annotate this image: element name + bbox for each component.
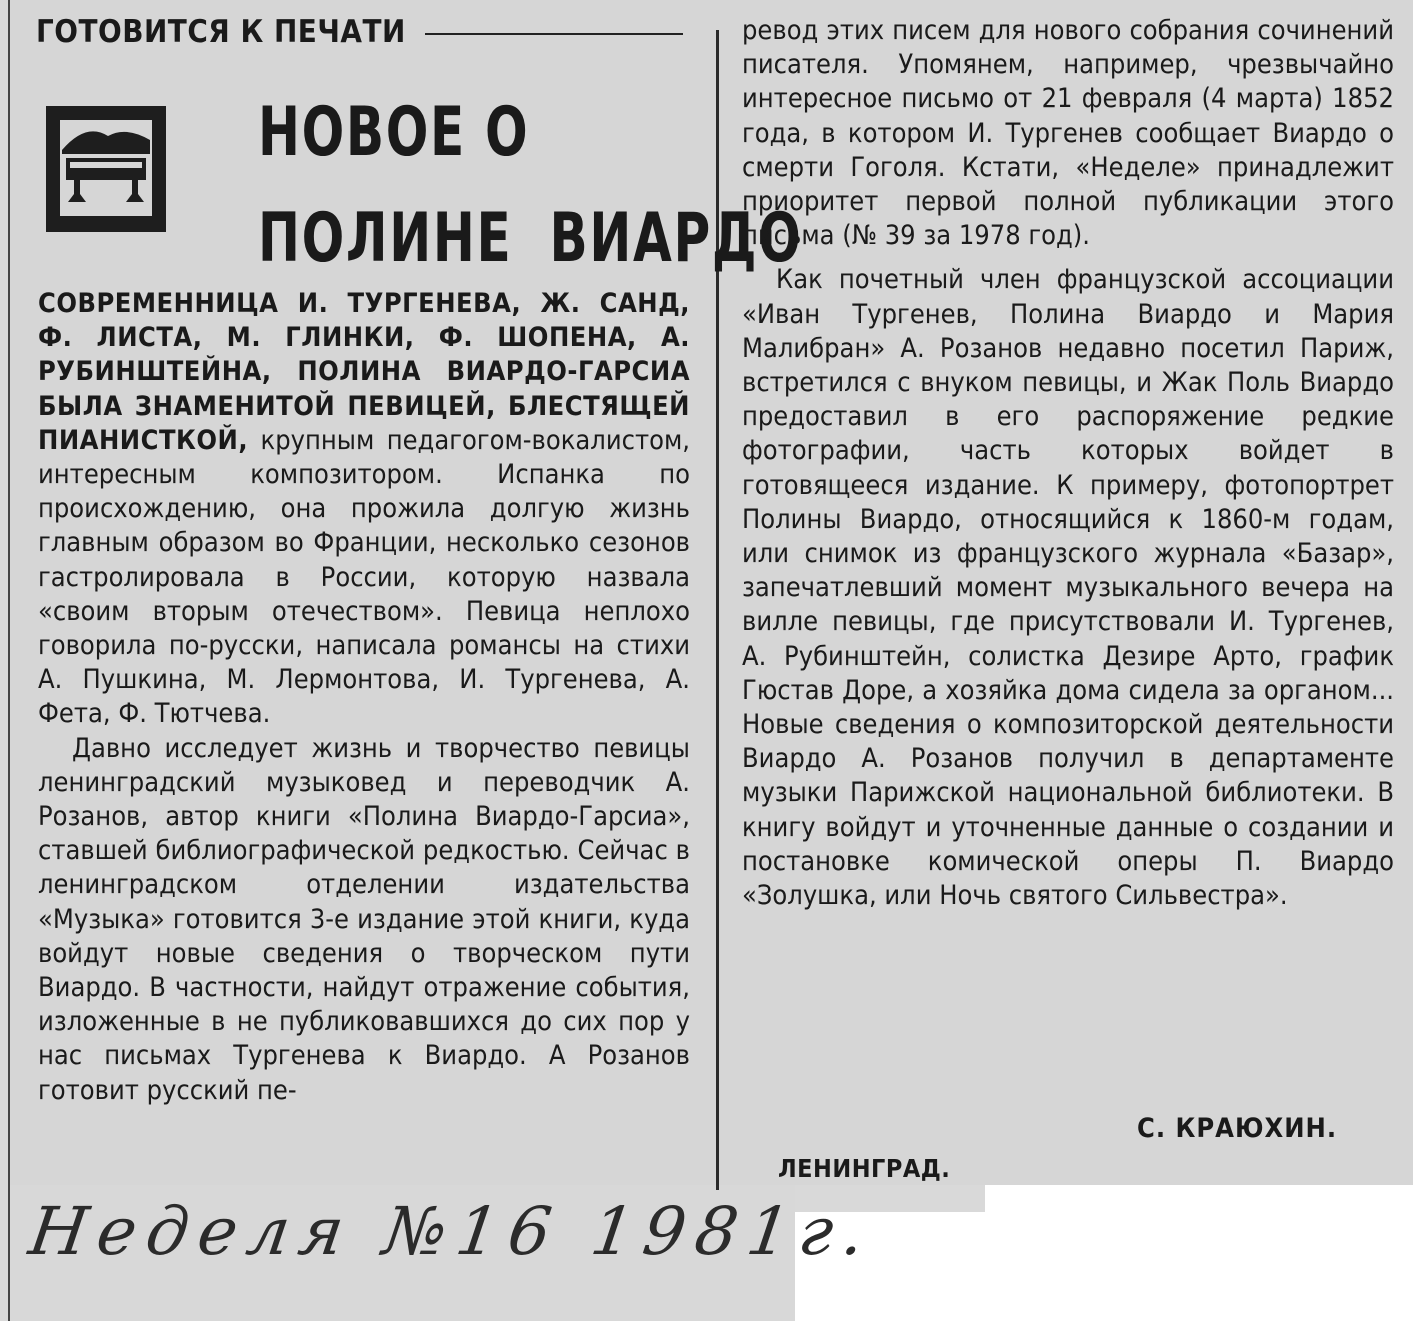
headline (258, 80, 802, 292)
piano-emblem-icon (46, 106, 166, 232)
article-text: крупным педагогом-вокалистом, интересным композитором. Испанка по происхождению, она прожила долгую жизнь главным образом во Франции, несколько сезонов гастролировала в России, которую назвала «своим вторым отечеством». Певица неплохо говорила по-русски, написала романсы на стихи А. Пушкина, М. Лермонтова, И. Тургенева, А. Фета, Ф. Тютчева. (38, 424, 690, 730)
article-column-left (38, 287, 690, 1108)
article-paragraph: Как почетный член французской ассоциации «Иван Тургенев, Полина Виардо и Мария Малибран» А. Розанов недавно посетил Париж, встретился с внуком певицы, и Жак Поль Виардо предоставил в его распоряжение редкие фотографии, часть которых войдет в готовящееся издание. К примеру, фотопортрет Полины Виардо, относящийся к 1860-м годам, или снимок из французского журнала «Базар», запечатлевший момент музыкального вечера на вилле певицы, где присутствовали И. Тургенев, А. Рубинштейн, солистка Дезире Арто, график Гюстав Доре, а хозяйка дома сидела за органом... Новые сведения о композиторской деятельности Виардо А. Розанов получил в департаменте музыки Парижской национальной библиотеки. В книгу войдут и уточненные данные о создании и постановке комической оперы П. Виардо «Золушка, или Ночь святого Сильвестра». (742, 264, 1394, 912)
blank-area (795, 1212, 1413, 1321)
article-paragraph: Давно исследует жизнь и творчество певицы ленинградский музыковед и переводчик А. Розанов, автор книги «Полина Виардо-Гарсиа», ставшей библиографической редкостью. Сейчас в ленинградском отделении издательства «Музыка» готовится 3-е издание этой книги, куда войдут новые сведения о творческом пути Виардо. В частности, найдут отражение события, изложенные в не публиковавшихся до сих пор у нас письмах Тургенева к Виардо. А Розанов готовит русский пе- (38, 732, 690, 1106)
headline-line-2: ПОЛИНЕ ВИАРДО (258, 199, 803, 278)
handwritten-note: Неделя №16 1981г. (24, 1193, 880, 1270)
article-paragraph: ревод этих писем для нового собрания сочинений писателя. Упомянем, например, чрезвычайно интересное письмо от 21 февраля (4 марта) 1852 года, в котором И. Тургенев сообщает Виардо о смерти Гоголя. Кстати, «Неделе» принадлежит приоритет первой полной публикации этого письма (№ 39 за 1978 год). (742, 15, 1394, 252)
article-column-right (742, 14, 1394, 913)
blank-area-top (985, 1185, 1413, 1212)
article-paragraph (38, 287, 690, 732)
headline-line-1: НОВОЕ О (258, 93, 530, 172)
rubric-heading: ГОТОВИТСЯ К ПЕЧАТИ (36, 14, 406, 50)
dateline-city: ЛЕНИНГРАД. (778, 1154, 951, 1183)
article-lead: СОВРЕМЕННИЦА И. ТУРГЕНЕВА, Ж. САНД, Ф. ЛИСТА, М. ГЛИНКИ, Ф. ШОПЕНА, А. РУБИНШТЕЙНА, ПОЛИНА ВИАРДО-ГАРСИА БЫЛА ЗНАМЕНИТОЙ ПЕВИЦЕЙ, БЛЕСТЯЩЕЙ ПИАНИСТКОЙ, (38, 288, 690, 456)
rubric-rule (425, 33, 683, 35)
author-signature: С. КРАЮХИН. (1137, 1113, 1338, 1144)
